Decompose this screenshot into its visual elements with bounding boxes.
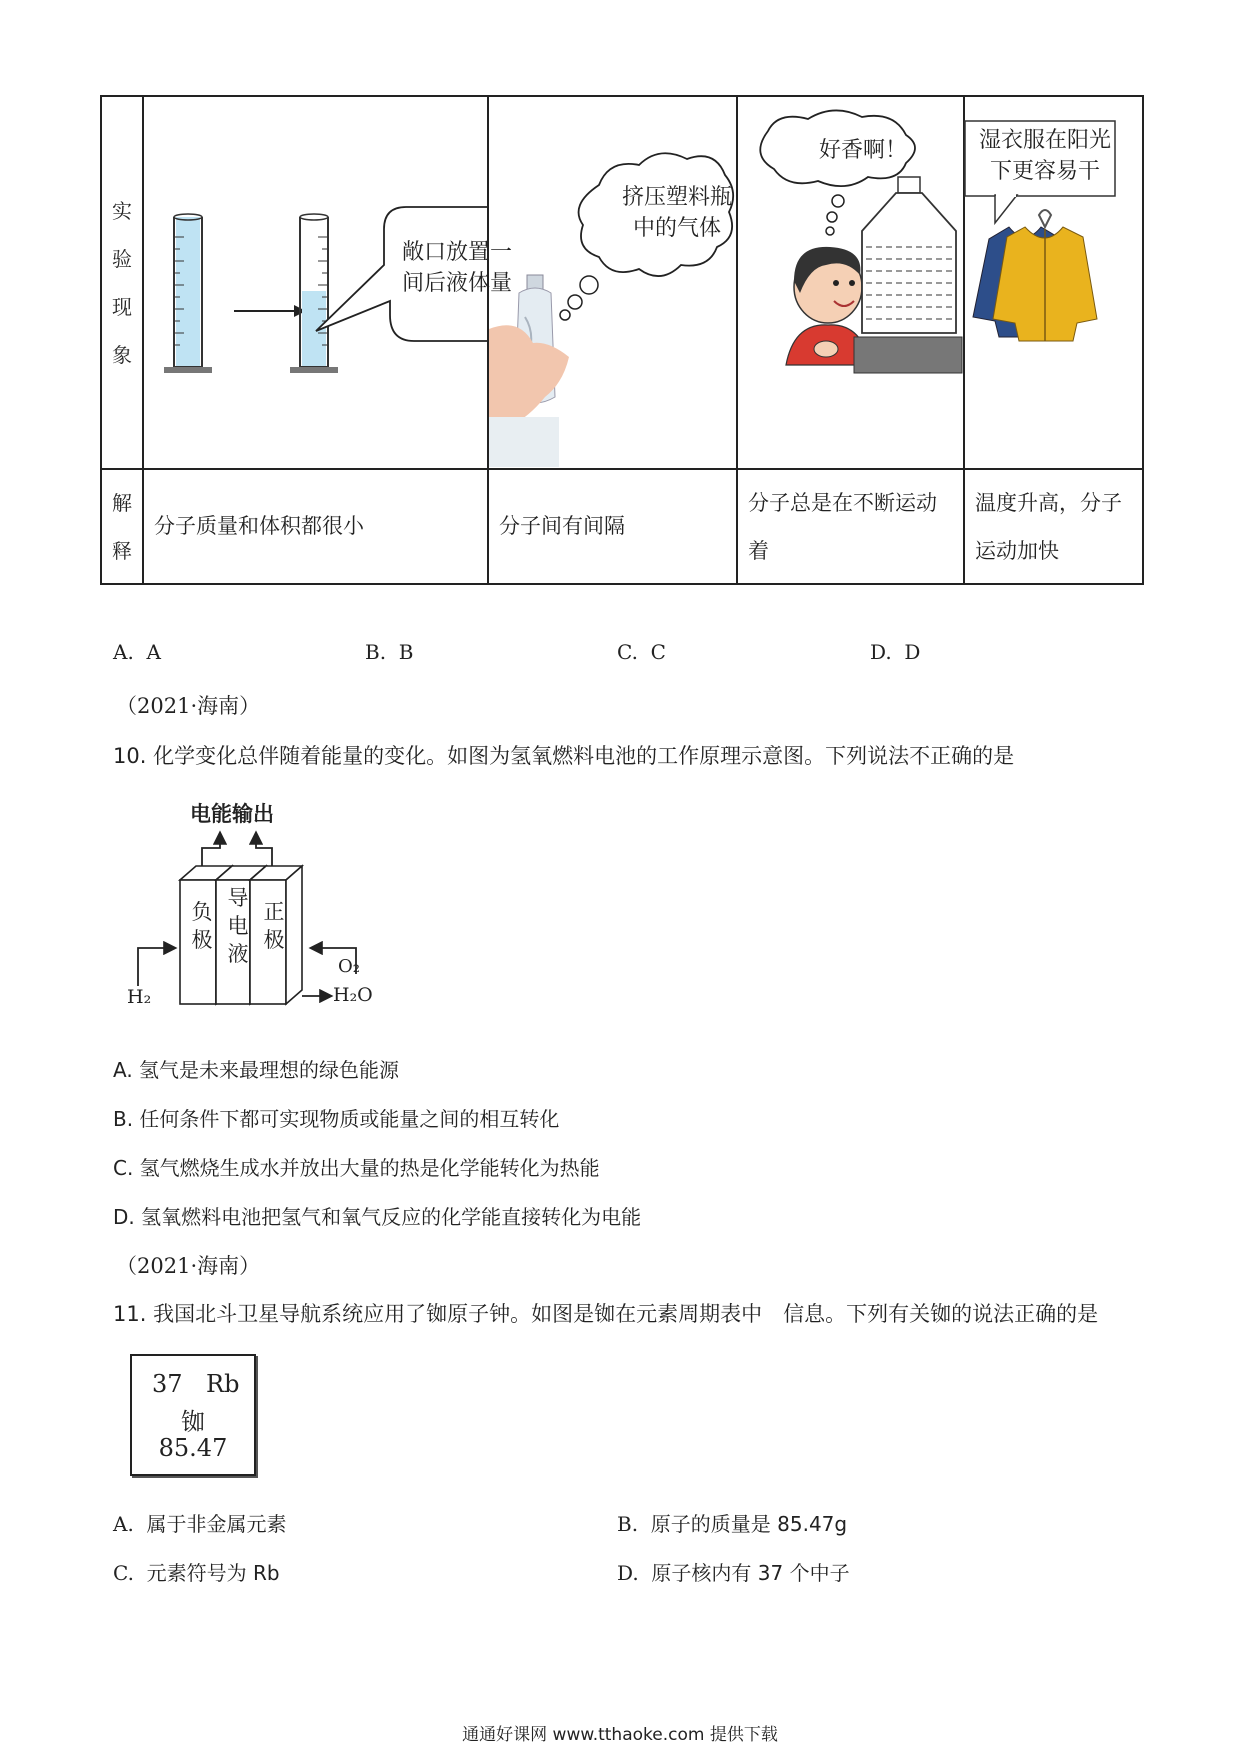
q11-option-b[interactable]: B. 原子的质量是 85.47g — [617, 1512, 848, 1536]
atomic-mass: 85.47 — [158, 1434, 228, 1462]
element-symbol: Rb — [206, 1370, 240, 1398]
row-divider — [102, 468, 1142, 470]
q11-option-c[interactable]: C. 元素符号为 Rb — [113, 1561, 280, 1585]
q11-stem: 11. 我国北斗卫星导航系统应用了铷原子钟。如图是铷在元素周期表中 信息。下列有关铷的说法正确的是 — [113, 1302, 1099, 1326]
q9-option-c[interactable]: C. C — [617, 640, 666, 664]
hand-icon — [489, 325, 569, 427]
q11-option-a[interactable]: A. 属于非金属元素 — [113, 1512, 287, 1536]
q11-source: （2021·海南） — [116, 1254, 261, 1278]
q10-stem: 10. 化学变化总伴随着能量的变化。如图为氢氧燃料电池的工作原理示意图。下列说法不正确的是 — [113, 744, 1015, 768]
explanation-3: 分子总是在不断运动 着 — [748, 491, 937, 563]
q10-option-c[interactable]: C. 氢气燃烧生成水并放出大量的热是化学能转化为热能 — [113, 1156, 600, 1180]
q10-option-a[interactable]: A. 氢气是未来最理想的绿色能源 — [113, 1058, 400, 1082]
bubble-text-evaporation: 敞口放置一 间后液体量 — [402, 240, 513, 296]
explanation-4: 温度升高，分子 运动加快 — [975, 491, 1122, 563]
q10-source: （2021·海南） — [116, 694, 261, 718]
q9-option-b[interactable]: B. B — [365, 640, 414, 664]
explanation-2: 分子间有间隔 — [499, 514, 625, 538]
clothes-icon — [973, 210, 1097, 341]
power-output-label: 电能输出 — [190, 802, 274, 826]
experiment-table — [100, 95, 1144, 585]
row-header-phenomenon: 实 验 现 象 — [112, 198, 132, 367]
bubble-text-smell: 好香啊！ — [819, 138, 908, 163]
o2-label: O₂ — [338, 956, 360, 977]
q11-option-d[interactable]: D. 原子核内有 37 个中子 — [617, 1561, 850, 1585]
page-footer: 通通好课网 www.tthaoke.com 提供下载 — [462, 1725, 778, 1745]
cathode-label: 正 极 — [263, 900, 285, 952]
q10-option-d[interactable]: D. 氢氧燃料电池把氢气和氧气反应的化学能直接转化为电能 — [113, 1205, 642, 1229]
atomic-number: 37 — [152, 1370, 183, 1398]
bottle-illustration — [489, 97, 736, 467]
q9-option-a[interactable]: A. A — [113, 640, 161, 664]
graduated-cylinder-less — [290, 214, 338, 373]
element-name: 铷 — [181, 1408, 205, 1436]
explanation-1: 分子质量和体积都很小 — [154, 514, 364, 538]
row-header-explanation: 解 释 — [112, 490, 132, 563]
bubble-text-bottle: 挤压塑料瓶 中的气体 — [622, 185, 733, 241]
h2-label: H₂ — [127, 986, 152, 1008]
graduated-cylinder-full — [164, 214, 212, 373]
anode-label: 负 极 — [191, 900, 213, 952]
bubble-text-clothes: 湿衣服在阳光 下更容易干 — [978, 128, 1111, 184]
q10-option-b[interactable]: B. 任何条件下都可实现物质或能量之间的相互转化 — [113, 1107, 560, 1131]
electrolyte-label: 导 电 液 — [227, 886, 249, 966]
h2o-label: H₂O — [333, 984, 373, 1006]
reagent-bottle-icon — [854, 177, 962, 373]
rubidium-element-card — [130, 1354, 256, 1476]
q9-option-d[interactable]: D. D — [870, 640, 921, 664]
